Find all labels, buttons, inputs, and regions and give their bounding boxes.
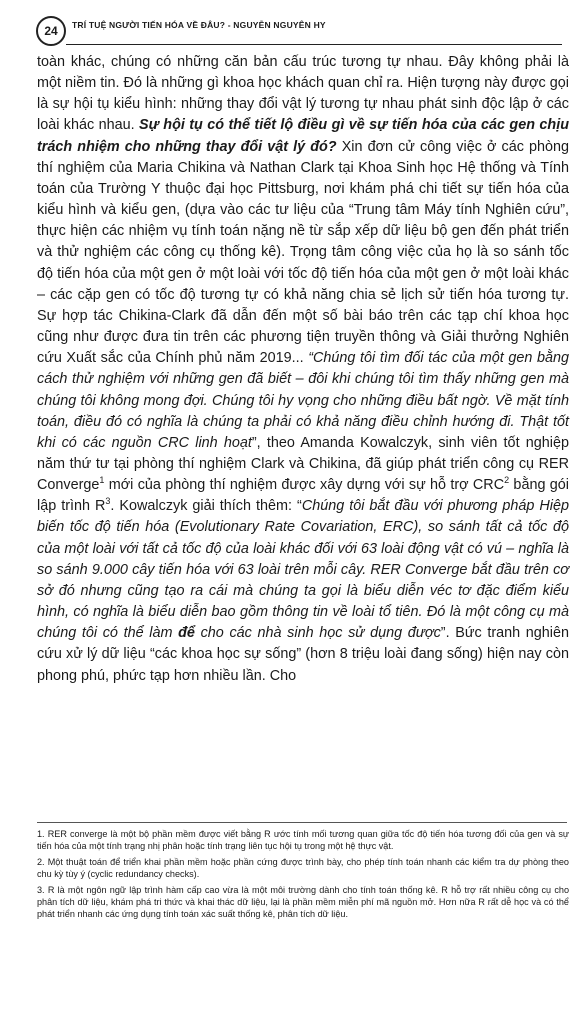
body-segment: Xin đơn cử công việc ở các phòng thí nghiệm của Maria Chikina và Nathan Clark tại Khoa Sinh học Hệ thống và Tính toán của Trường Y thuộc đại học Pittsburg, nơi khám phá chi tiết sự tiến hóa của kiểu hình và kiểu gen, (dựa vào các tư liệu của “Trung tâm Máy tính Nghiên cứu”, thực hiện các nhiệm vụ tính toán nặng nề từ sắp xếp dữ liệu bộ gen đến phát triển và thử nghiệm các công cụ thống kê). Trọng tâm công việc của họ là so sánh tốc độ tiến hóa của một gen ở một loài với tốc độ tiến hóa của một gen ở một loài khác – các cặp gen có tốc độ tương tự có khả năng chia sẻ lịch sử tiến hóa tương tự. Sự hợp tác Chikina-Clark đã dẫn đến một số bài báo trên các tạp chí khoa học cũng như được đưa tin trên các phương tiện truyền thông và Giải thưởng Nghiên cứu Xuất sắc của Chính phủ năm 2019... <box>37 138 569 367</box>
body-segment: mới của phòng thí nghiệm được xây dựng với sự hỗ trợ CRC <box>104 477 505 494</box>
footnote-2: 2. Một thuật toán để triển khai phần mềm hoặc phần cứng được trình bày, cho phép tính toán nhanh các kiểm tra dự phòng theo chu kỳ tùy ý (cyclic redundancy checks). <box>37 856 569 880</box>
page-header <box>36 14 576 46</box>
footnote-ref-2: 2 <box>504 475 510 486</box>
body-segment: ”. Bức tranh nghiên cứu xử lý dữ liệu “các khoa học sự sống” (hơn 8 triệu loài đang sống) hiện nay còn phong phú, phức tạp hơn nhiều lần. Cho <box>37 625 570 684</box>
body-segment: toàn khác, chúng có những căn bản cấu trúc tương tự nhau. Đây không phải là một niềm tin. Đó là những gì khoa học khách quan chỉ ra. Hiện tượng này được gọi là sự hội tụ kiểu hình: những thay đổi vật lý tương tự nhau phát sinh độc lập ở các loài khác nhau. <box>37 54 569 134</box>
bold-italic-word: để <box>178 625 195 642</box>
page-number: 24 <box>36 16 66 46</box>
header-divider <box>66 44 562 45</box>
italic-quote: cho các nhà sinh học sử dụng được <box>194 625 441 642</box>
body-segment: ”, theo Amanda Kowalczyk, sinh viên tốt nghiệp năm thứ tư tại phòng thí nghiệm Clark và Chikina, đã giúp phát triển công cụ RER Converge <box>37 434 569 494</box>
footnote-1: 1. RER converge là một bộ phần mềm được viết bằng R ước tính mối tương quan giữa tốc độ tiến hóa tương đối của gen và sự tiến hóa của một tính trạng nhị phân hoặc tính trạng liên tục hội tụ trong một hệ thực vật. <box>37 829 569 852</box>
footnote-3: 3. R là một ngôn ngữ lập trình hàm cấp cao vừa là một môi trường dành cho tính toán thống kê. R hỗ trợ rất nhiều công cụ cho phân tích dữ liệu, khám phá tri thức và khai thác dữ liệu, lại là phần mềm miễn phí mã nguồn mở. Hơn nữa R rất dễ học và có thể phát triển nhanh các ứng dụng tính toán xác suất thống kê, phân tích dữ liệu. <box>37 884 569 920</box>
footnote-ref-1: 1 <box>99 475 105 486</box>
body-paragraph <box>37 52 569 687</box>
footnote-divider <box>37 822 567 823</box>
footnote-ref-3: 3 <box>105 496 111 507</box>
italic-quote: “Chúng tôi tìm đối tác của một gen bằng cách thử nghiệm với những gen đã biết – đôi khi chúng tôi tìm thấy những gen mà chúng tôi không mong đợi. Chúng tôi hy vọng cho những điều bất ngờ. Về mặt tính toán, điều đó có nghĩa là chúng ta phải có khả năng điều chỉnh hướng đi. Thật tốt khi có các nguồn CRC linh hoạt <box>37 350 570 451</box>
body-segment: bằng gói lập trình R <box>37 477 569 515</box>
footnotes <box>37 828 569 924</box>
body-text <box>37 52 569 687</box>
body-segment: . Kowalczyk giải thích thêm: “ <box>110 498 302 515</box>
bold-italic-question: Sự hội tụ có thể tiết lộ điều gì về sự tiến hóa của các gen chịu trách nhiệm cho những thay đổi vật lý đó? <box>37 117 569 155</box>
running-title: TRÍ TUỆ NGƯỜI TIẾN HÓA VỀ ĐÂU? - NGUYỄN NGUYÊN HY <box>72 20 326 30</box>
italic-quote: Chúng tôi bắt đầu với phương pháp Hiệp biến tốc độ tiến hóa (Evolutionary Rate Covariation, ERC), so sánh tất cả tốc độ của một loài với tất cả tốc độ của loài khác đối với 63 loài động vật có vú – nghĩa là so sánh 9.000 cây tiến hóa với 63 loài trên mỗi cây. RER Converge bắt đầu trên cơ sở đó nhưng cũng tạo ra cái mà chúng ta gọi là biểu diễn véc tơ đặc điểm kiểu hình, có nghĩa là biểu diễn bao gồm thông tin về loài tổ tiên. Đó là một công cụ mà chúng tôi có thể làm <box>37 498 569 642</box>
